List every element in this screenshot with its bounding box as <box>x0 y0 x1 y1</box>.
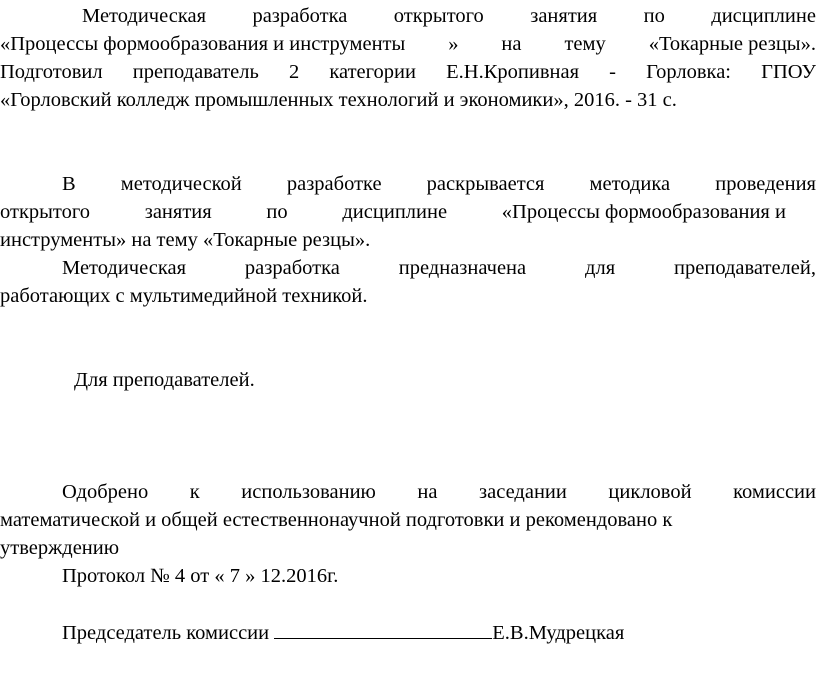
chairman-signature-line <box>62 619 816 646</box>
annotation-word: «Процессы формообразования и <box>501 201 786 223</box>
bib-word: тему <box>564 33 606 55</box>
signature-blank-line <box>274 619 492 639</box>
annotation-word: для <box>585 257 616 279</box>
approval-word: комиссии <box>733 481 816 503</box>
chairman-name: Е.В.Мудрецкая <box>492 622 625 644</box>
audience-text: Для преподавателей. <box>74 369 255 391</box>
bib-word: Методическая <box>82 5 207 27</box>
bib-word: на <box>501 33 522 55</box>
approval-word: Одобрено <box>62 481 149 503</box>
annotation-word: методической <box>120 173 242 195</box>
annotation-text: инструменты» на тему «Токарные резцы». <box>0 229 371 251</box>
bib-word: Е.Н.Кропивная <box>446 61 579 83</box>
bib-word: » <box>448 33 459 55</box>
approval-line-3 <box>0 535 816 562</box>
annotation-word: по <box>266 201 288 223</box>
bib-word: «Процессы формообразования и инструменты <box>0 33 406 55</box>
annotation-word: предназначена <box>398 257 527 279</box>
annotation-line-1 <box>62 171 816 198</box>
bibliography-line-3 <box>0 59 816 86</box>
annotation-word: разработке <box>286 173 382 195</box>
approval-word: на <box>417 481 438 503</box>
bib-word: ГПОУ <box>761 61 816 83</box>
approval-word: цикловой <box>608 481 692 503</box>
annotation-line-2 <box>0 199 786 226</box>
approval-word: использованию <box>241 481 376 503</box>
approval-word: к <box>189 481 200 503</box>
bib-text: «Горловский колледж промышленных технологий и экономики», 2016. - 31 с. <box>0 89 677 111</box>
annotation-word: методика <box>589 173 671 195</box>
annotation-word: разработка <box>244 257 340 279</box>
bib-word: Горловка: <box>646 61 731 83</box>
annotation-word: Методическая <box>62 257 187 279</box>
bib-word: по <box>643 5 665 27</box>
bib-word: открытого <box>393 5 484 27</box>
bib-word: Подготовил <box>0 61 103 83</box>
annotation-text: работающих с мультимедийной техникой. <box>0 285 368 307</box>
protocol-line <box>62 563 816 590</box>
annotation-word: В <box>62 173 76 195</box>
approval-line-2 <box>0 507 816 534</box>
bib-word: дисциплине <box>711 5 816 27</box>
annotation-line-4 <box>62 255 816 282</box>
bibliography-line-2 <box>0 31 816 58</box>
annotation-line-3 <box>0 227 816 254</box>
annotation-word: проведения <box>715 173 816 195</box>
approval-text: математической и общей естественнонаучной подготовки и рекомендовано к <box>0 509 673 531</box>
chairman-label: Председатель комиссии <box>62 622 275 644</box>
annotation-word: занятия <box>144 201 212 223</box>
audience-label <box>74 367 816 394</box>
annotation-word: раскрывается <box>426 173 545 195</box>
approval-text: утверждению <box>0 537 120 559</box>
bib-word: занятия <box>530 5 598 27</box>
approval-word: заседании <box>479 481 567 503</box>
annotation-word: открытого <box>0 201 91 223</box>
bib-word: «Токарные резцы». <box>648 33 816 55</box>
approval-line-1 <box>62 479 816 506</box>
bibliography-line-1 <box>82 3 816 30</box>
bib-word: категории <box>329 61 416 83</box>
bib-word: - <box>609 61 616 83</box>
bib-word: разработка <box>252 5 348 27</box>
bib-word: преподаватель <box>132 61 259 83</box>
bibliography-line-4 <box>0 87 816 114</box>
annotation-line-5 <box>0 283 816 310</box>
annotation-word: преподавателей, <box>674 257 816 279</box>
bib-word: 2 <box>288 61 300 83</box>
protocol-text: Протокол № 4 от « 7 » 12.2016г. <box>62 565 339 587</box>
annotation-word: дисциплине <box>342 201 448 223</box>
